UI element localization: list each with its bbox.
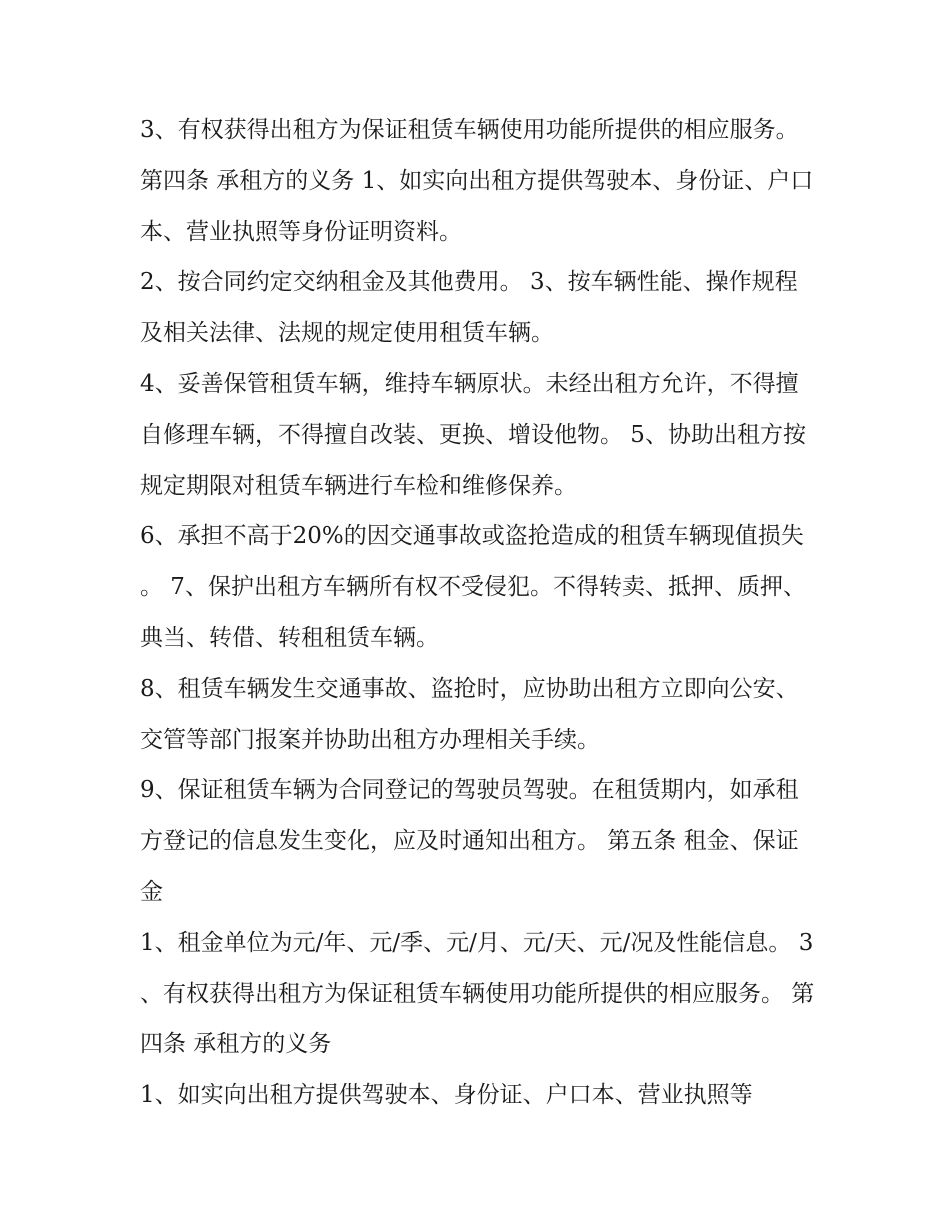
paragraph-loss-liability-and-ownership: 6、承担不高于20%的因交通事故或盗抢造成的租赁车辆现值损失。 7、保护出租方车辆所有权不受侵犯。不得转卖、抵押、质押、典当、转借、转租租赁车辆。 [140, 523, 806, 651]
paragraph-lessee-rights-and-obligations: 3、有权获得出租方为保证租赁车辆使用功能所提供的相应服务。 第四条 承租方的义务 1、如实向出租方提供驾驶本、身份证、户口本、营业执照等身份证明资料。 [140, 117, 814, 245]
paragraph-rent-units: 1、租金单位为元/年、元/季、元/月、元/天、元/况及性能信息。 3、有权获得出租方为保证租赁车辆使用功能所提供的相应服务。 第四条 承租方的义务 [140, 929, 815, 1058]
paragraph-vehicle-custody-and-inspection: 4、妥善保管租赁车辆，维持车辆原状。未经出租方允许，不得擅自修理车辆，不得擅自改装、更换、增设他物。 5、协助出租方按规定期限对租赁车辆进行车检和维修保养。 [140, 370, 806, 499]
document-body [140, 105, 820, 1121]
paragraph-registered-driver: 9、保证租赁车辆为合同登记的驾驶员驾驶。在租赁期内，如承租方登记的信息发生变化，应及时通知出租方。 第五条 租金、保证金 [140, 777, 799, 905]
paragraph-identity-documents: 1、如实向出租方提供驾驶本、身份证、户口本、营业执照等 [140, 1082, 753, 1109]
paragraph-rent-payment-and-usage: 2、按合同约定交纳租金及其他费用。 3、按车辆性能、操作规程及相关法律、法规的规定使用租赁车辆。 [140, 269, 798, 347]
paragraph-accident-reporting: 8、租赁车辆发生交通事故、盗抢时，应协助出租方立即向公安、交管等部门报案并协助出租方办理相关手续。 [140, 675, 799, 753]
